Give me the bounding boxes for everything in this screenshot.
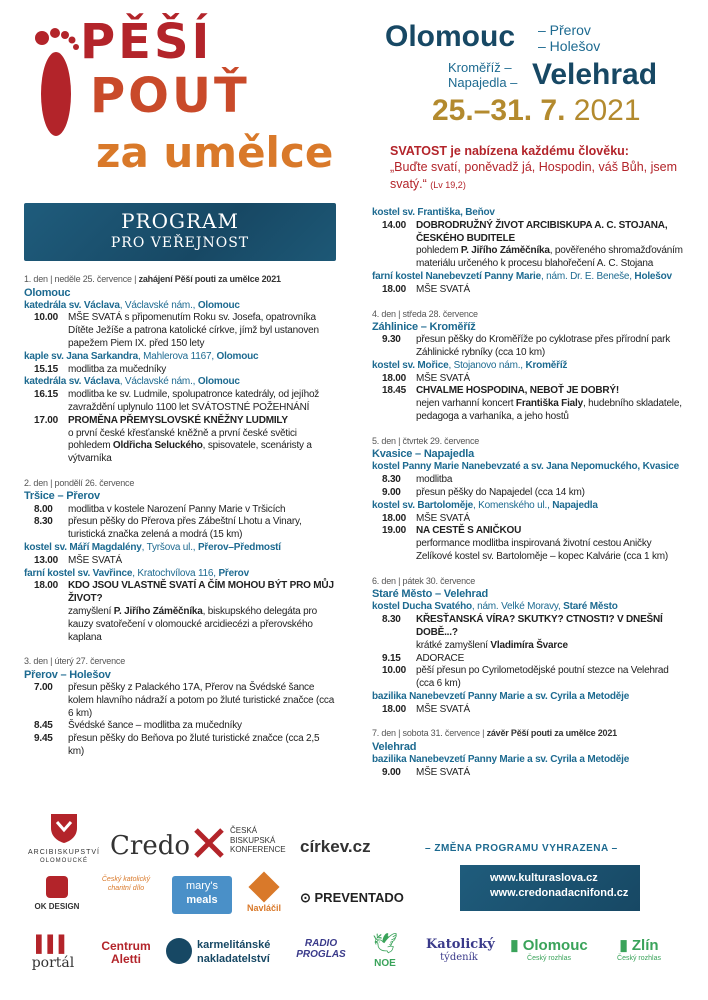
preventado-mark-icon: ⊙	[300, 890, 315, 905]
route-napajedla: Napajedla –	[448, 75, 518, 90]
program-title: PROGRAM	[121, 209, 239, 233]
day5-heading: 5. den | čtvrtek 29. července	[372, 435, 480, 446]
venue: katedrála sv. Václava, Václavské nám., Olomouc	[24, 376, 240, 388]
cro-mark-icon: ▮	[619, 937, 632, 954]
day4-heading: 4. den | středa 28. července	[372, 308, 478, 319]
radio-proglas-logo: RADIO PROGLAS	[296, 938, 346, 960]
event-dates-range: 25.–31. 7.	[432, 94, 566, 127]
day1-heading: 1. den | neděle 25. července | zahájení Pěší pouti za umělce 2021	[24, 274, 281, 284]
motto-quote: „Buďte svatí, poněvadž já, Hospodin, váš Bůh, jsem svatý.“	[390, 160, 677, 191]
event-row: 17.00 PROMĚNA PŘEMYSLOVSKÉ KNĚŽNY LUDMILY o první české křesťanské kněžně a první české světici pohledem Oldřicha Seluckého, spisovatele, scenáristy a výtvarníka	[34, 414, 312, 465]
karmelitanske-logo: karmelitánské nakladatelství	[166, 938, 286, 966]
motto-ref: (Lv 19,2)	[430, 179, 466, 190]
event-row: 18.00 MŠE SVATÁ	[382, 703, 470, 715]
day2-heading: 2. den | pondělí 26. července	[24, 477, 135, 488]
event-row: 9.00 přesun pěšky do Napajedel (cca 14 km)	[382, 486, 585, 498]
arcibiskupstvi-logo: ARCIBISKUPSTVÍ OLOMOUCKÉ	[24, 812, 104, 865]
venue: farní kostel sv. Vavřince, Kratochvílova 116, Přerov	[24, 567, 249, 579]
day3-heading: 3. den | úterý 27. července	[24, 656, 126, 667]
venue: kostel Ducha Svatého, nám. Velké Moravy, Staré Město	[372, 601, 618, 613]
web-link-kulturaslova[interactable]: www.kulturaslova.cz	[490, 872, 598, 884]
event-row: 9.00 MŠE SVATÁ	[382, 766, 470, 778]
event-row: 18.45 CHVALME HOSPODINA, NEBOŤ JE DOBRÝ! nejen varhanní koncert Františka Fialy, hudebního skladatele, pedagoga a varhaníka, a jeho hostů	[382, 385, 682, 422]
event-row: 8.30 přesun pěšky do Přerova přes Zábeštní Lhotu a Vinary, turistická značka zelená a modrá (15 km)	[34, 516, 302, 541]
dove-icon: 🕊	[372, 933, 398, 955]
marys-meals-logo: mary's meals	[172, 876, 232, 914]
route-kromeriz: Kroměříž –	[448, 60, 512, 75]
noe-logo: 🕊 NOE	[362, 932, 408, 970]
route-olomouc: Olomouc	[385, 20, 516, 53]
centrum-aletti-logo: Centrum Aletti	[101, 939, 151, 967]
event-row: 19.00 NA CESTĚ S ANIČKOU performance modlitba inspirovaná životní cestou Aničky Zelíkové kostel sv. Bartoloměje – kopec Kalvárie (cca 1 km)	[382, 525, 669, 562]
ok-design-logo: OK DESIGN	[28, 876, 86, 912]
event-row: 8.30 modlitba	[382, 474, 453, 486]
web-link-credonadacnifond[interactable]: www.credonadacnifond.cz	[490, 887, 629, 900]
cro-olomouc-logo: ▮ Olomouc Český rozhlas	[510, 937, 588, 962]
karmel-mark-icon	[166, 938, 192, 964]
event-row: 8.00 modlitba v kostele Narození Panny Marie v Tršicích	[34, 503, 286, 515]
day1-place: Olomouc	[24, 286, 71, 299]
day2-place: Tršice – Přerov	[24, 490, 100, 503]
route-velehrad: Velehrad	[532, 58, 658, 91]
motto-heading: SVATOST je nabízena každému člověku:	[390, 144, 629, 158]
day7-place: Velehrad	[372, 741, 417, 753]
event-row: 10.00 pěší přesun po Cyrilometodějské poutní stezce na Velehrad (cca 6 km)	[382, 665, 669, 690]
event-row: 16.15 modlitba ke sv. Ludmile, spolupatronce katedrály, od jejíhož zavraždění uplynulo 1100 let SVÁTOSTNÉ POŽEHNÁNÍ	[34, 389, 320, 413]
event-dates-year: 2021	[573, 94, 641, 127]
program-left-column	[24, 274, 336, 759]
program-right-column	[372, 207, 687, 780]
event-row: 18.00 MŠE SVATÁ	[382, 283, 470, 295]
portal-logo: ▌▌▌ portál	[28, 935, 78, 973]
event-title-line1: PĚŠÍ	[80, 14, 213, 70]
day3-place: Přerov – Holešov	[24, 668, 111, 681]
katolicky-tydenik-logo: Katolický týdeník	[426, 937, 495, 964]
venue: katedrála sv. Václava, Václavské nám., Olomouc	[24, 299, 240, 311]
day6-heading: 6. den | pátek 30. července	[372, 575, 476, 586]
event-row: 18.00 MŠE SVATÁ	[382, 372, 470, 384]
event-row: 15.15 modlitba za mučedníky	[34, 363, 167, 375]
venue: bazilika Nanebevzetí Panny Marie a sv. Cyrila a Metoděje	[372, 690, 630, 702]
navlacil-logo: Navláčil	[240, 876, 288, 915]
event-row: 18.00 MŠE SVATÁ	[382, 512, 470, 524]
day4-place: Záhlinice – Kroměříž	[372, 321, 476, 334]
portal-mark-icon: ▌▌▌	[35, 936, 70, 953]
venue: kaple sv. Jana Sarkandra, Mahlerova 1167, Olomouc	[24, 350, 259, 362]
event-row: 8.30 KŘESŤANSKÁ VÍRA? SKUTKY? CTNOSTI? V DNEŠNÍ DOBĚ...? krátké zamyšlení Vladimíra Švarce	[382, 614, 663, 651]
event-row: 9.15 ADORACE	[382, 652, 465, 664]
day6-place: Staré Město – Velehrad	[372, 588, 489, 601]
motto	[390, 143, 690, 192]
event-row: 7.00 přesun pěšky z Palackého 17A, Přerov na Švédské šance kolem hlavního nádraží a potom po žluté turistické značce (cca 6 km)	[34, 681, 335, 719]
credo-logo: Credo	[110, 831, 191, 861]
event-row: 13.00 MŠE SVATÁ	[34, 554, 122, 566]
charity-logo: Český katolický charitní dílo	[101, 876, 151, 892]
day5-place: Kvasice – Napajedla	[372, 448, 474, 461]
ckb-mark-icon	[192, 826, 226, 860]
event-row: 9.45 přesun pěšky do Beňova po žluté turistické značce (cca 2,5 km)	[34, 733, 320, 757]
ckb-logo: ČESKÁ BISKUPSKÁ KONFERENCE	[192, 826, 292, 860]
venue: kostel sv. Bartoloměje, Komenského ul., Napajedla	[372, 499, 598, 511]
cro-zlin-logo: ▮ Zlín Český rozhlas	[617, 937, 661, 962]
program-notice: – ZMĚNA PROGRAMU VYHRAZENA –	[425, 843, 618, 854]
footprint-icon	[30, 22, 80, 147]
event-row: 18.00 KDO JSOU VLASTNĚ SVATÍ A ČÍM MOHOU BÝT PRO MŮJ ŽIVOT? zamyšlení P. Jiřího Záměčníka, biskupského delegáta pro kauzy svatořečení v olomoucké arcidiecézi a přerovského kaplana	[34, 580, 334, 643]
event-title-line3: za umělce	[96, 128, 334, 177]
event-row: 9.30 přesun pěšky do Kroměříže po cyklotrase přes přírodní park Záhlinické rybníky (cca 10 km)	[382, 334, 671, 358]
venue: kostel sv. Františka, Beňov	[372, 207, 495, 218]
venue: bazilika Nanebevzetí Panny Marie a sv. Cyrila a Metoděje	[372, 754, 630, 766]
event-row: 8.45 Švédské šance – modlitba za mučedníky	[34, 720, 242, 732]
program-banner	[24, 203, 336, 261]
venue: kostel Panny Marie Nanebevzaté a sv. Jana Nepomuckého, Kvasice	[372, 461, 679, 473]
ok-mark-icon	[46, 876, 68, 898]
navlacil-mark-icon	[248, 871, 279, 902]
day7-heading: 7. den | sobota 31. července | závěr Pěší pouti za umělce 2021	[372, 728, 617, 739]
venue: farní kostel Nanebevzetí Panny Marie, nám. Dr. E. Beneše, Holešov	[372, 270, 672, 282]
program-subtitle: PRO VEŘEJNOST	[110, 234, 250, 251]
route-prerov: – Přerov	[538, 22, 591, 38]
route-holesov: – Holešov	[538, 38, 601, 54]
web-links-box	[460, 865, 640, 911]
venue: kostel sv. Mořice, Stojanovo nám., Kroměříž	[372, 359, 568, 371]
event-title-line2: POUŤ	[90, 68, 250, 124]
coat-of-arms-icon	[49, 812, 79, 844]
venue: kostel sv. Máří Magdalény, Tyršova ul., Přerov–Předmostí	[24, 541, 281, 553]
cirkev-logo: církev.cz	[300, 837, 371, 856]
cro-mark-icon: ▮	[510, 937, 523, 954]
event-row: 14.00 DOBRODRUŽNÝ ŽIVOT ARCIBISKUPA A. C. STOJANA, ČESKÉHO BUDITELE pohledem P. Jiřího Záměčníka, pověřeného shromažďováním materiálu určeného k procesu blahořečení A. C. Stojana	[382, 219, 683, 270]
preventado-logo: ⊙ PREVENTADO	[300, 890, 404, 905]
event-dates	[432, 96, 641, 126]
event-row: 10.00 MŠE SVATÁ s připomenutím Roku sv. Josefa, opatrovníka Dítěte Ježíše a patrona katolické církve, jímž byl ustanoven papežem Piem IX. před 150 lety	[34, 312, 319, 349]
